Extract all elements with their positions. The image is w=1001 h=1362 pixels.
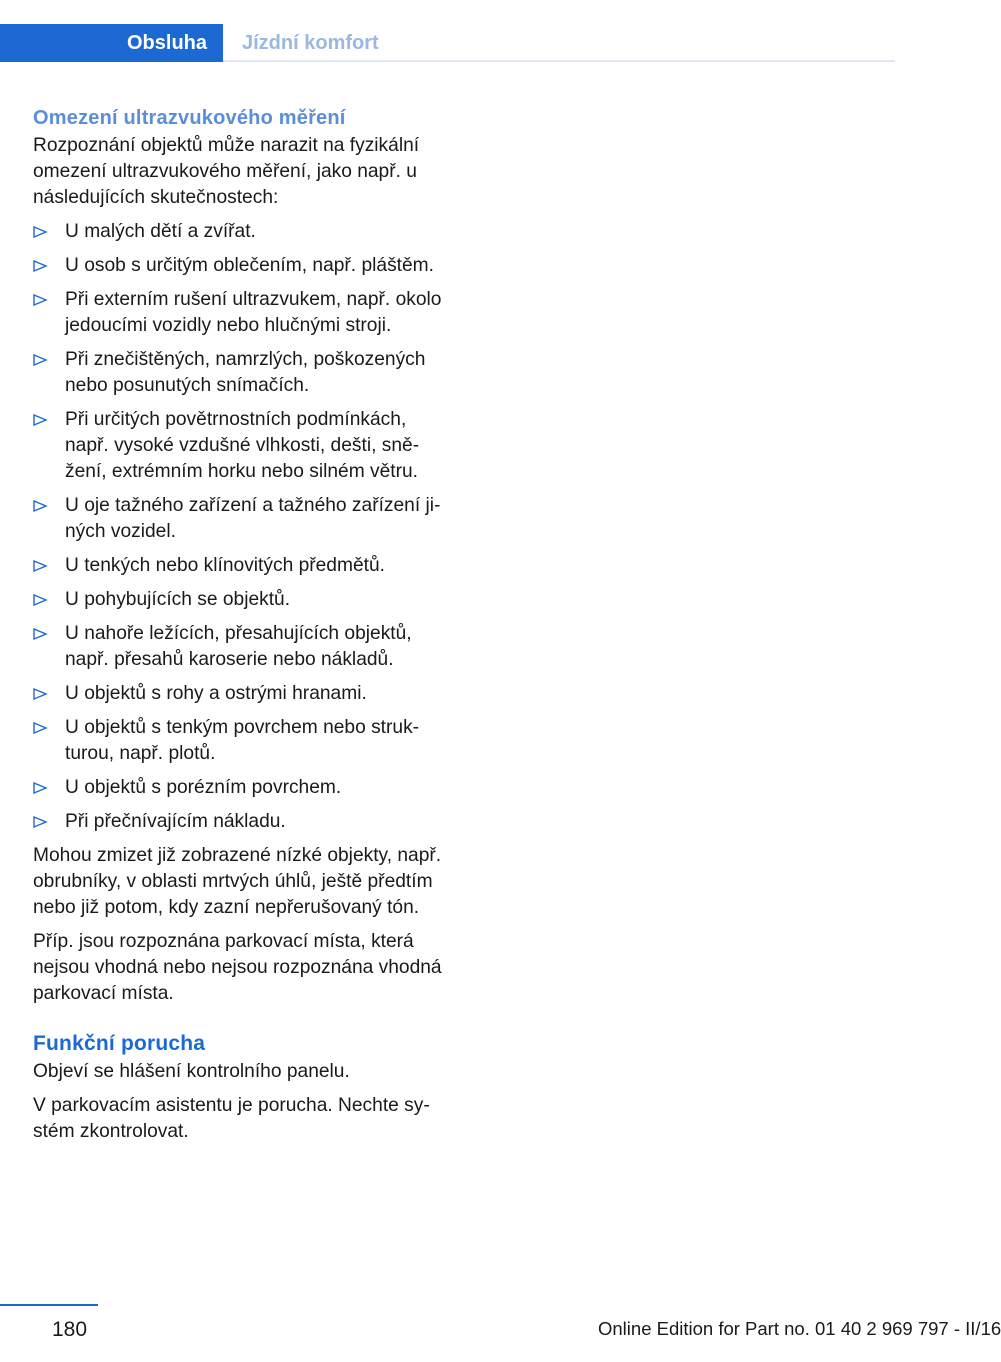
- list-item: [33, 347, 453, 399]
- tab-jizdni-komfort-label: Jízdní komfort: [242, 31, 379, 54]
- triangle-bullet-icon: [33, 594, 47, 606]
- paragraph-parking-spaces: Příp. jsou rozpoznána parkovací místa, která nejsou vhodná nebo nejsou rozpoznána vhodná parkovací místa.: [33, 931, 442, 1004]
- paragraph-fault: V parkovacím asistentu je porucha. Nechte systém zkontrolovat.: [33, 1095, 430, 1142]
- triangle-bullet-icon: [33, 628, 47, 640]
- tab-jizdni-komfort[interactable]: [242, 24, 379, 62]
- list-item: [33, 219, 453, 245]
- triangle-bullet-icon: [33, 782, 47, 794]
- triangle-bullet-icon: [33, 260, 47, 272]
- triangle-bullet-icon: [33, 816, 47, 828]
- list-item-text: U tenkých nebo klínovitých předmětů.: [65, 555, 385, 576]
- list-item: [33, 587, 453, 613]
- tab-obsluha-label: Obsluha: [126, 31, 207, 54]
- triangle-bullet-icon: [33, 722, 47, 734]
- list-item: [33, 715, 453, 767]
- page-number: 180: [52, 1318, 88, 1341]
- section-title-malfunction: Funkční porucha: [33, 1032, 206, 1055]
- list-item-text: U osob s určitým oblečením, např. pláštěm.: [65, 255, 434, 276]
- list-item-text: U objektů s porézním povrchem.: [65, 777, 342, 798]
- header-divider: [223, 60, 895, 62]
- list-item-text: U objektů s rohy a ostrými hranami.: [65, 683, 367, 704]
- triangle-bullet-icon: [33, 294, 47, 306]
- list-item: [33, 253, 453, 279]
- list-item-text: Při znečištěných, namrzlých, poškozených nebo posunutých snímačích.: [65, 349, 426, 396]
- paragraph-message: Objeví se hlášení kontrolního panelu.: [33, 1061, 350, 1082]
- triangle-bullet-icon: [33, 226, 47, 238]
- edition-note: Online Edition for Part no. 01 40 2 969 797 - II/16: [598, 1318, 1001, 1339]
- list-item-text: U objektů s tenkým povrchem nebo strukturou, např. plotů.: [65, 717, 420, 764]
- section-intro: Rozpoznání objektů může narazit na fyzikální omezení ultrazvukového měření, jako např. u následujících skutečnostech:: [33, 135, 420, 208]
- list-item: [33, 407, 453, 485]
- limitation-list: [33, 219, 453, 835]
- list-item-text: Při externím rušení ultrazvukem, např. okolo jedoucími vozidly nebo hlučnými stroji.: [65, 289, 442, 336]
- list-item: [33, 553, 453, 579]
- list-item: [33, 621, 453, 673]
- list-item: [33, 775, 453, 801]
- list-item: [33, 681, 453, 707]
- list-item-text: U oje tažného zařízení a tažného zařízení jiných vozidel.: [65, 495, 441, 542]
- list-item-text: Při přečnívajícím nákladu.: [65, 811, 286, 832]
- triangle-bullet-icon: [33, 560, 47, 572]
- main-content: [33, 103, 453, 1153]
- triangle-bullet-icon: [33, 688, 47, 700]
- list-item-text: Při určitých povětrnostních podmínkách, např. vysoké vzdušné vlhkosti, dešti, sněžení, extrémním horku nebo silném větru.: [65, 409, 420, 482]
- list-item: [33, 493, 453, 545]
- triangle-bullet-icon: [33, 500, 47, 512]
- section-title-limits: Omezení ultrazvukového měření: [33, 107, 346, 129]
- list-item-text: U nahoře ležících, přesahujících objektů, např. přesahů karoserie nebo nákladů.: [65, 623, 412, 670]
- list-item-text: U malých dětí a zvířat.: [65, 221, 256, 242]
- triangle-bullet-icon: [33, 414, 47, 426]
- tab-obsluha[interactable]: [0, 24, 223, 62]
- list-item-text: U pohybujících se objektů.: [65, 589, 291, 610]
- footer-divider: [0, 1304, 98, 1306]
- triangle-bullet-icon: [33, 354, 47, 366]
- list-item: [33, 809, 453, 835]
- paragraph-low-objects: Mohou zmizet již zobrazené nízké objekty, např. obrubníky, v oblasti mrtvých úhlů, ještě předtím nebo již potom, kdy zazní nepřerušovaný tón.: [33, 845, 442, 918]
- list-item: [33, 287, 453, 339]
